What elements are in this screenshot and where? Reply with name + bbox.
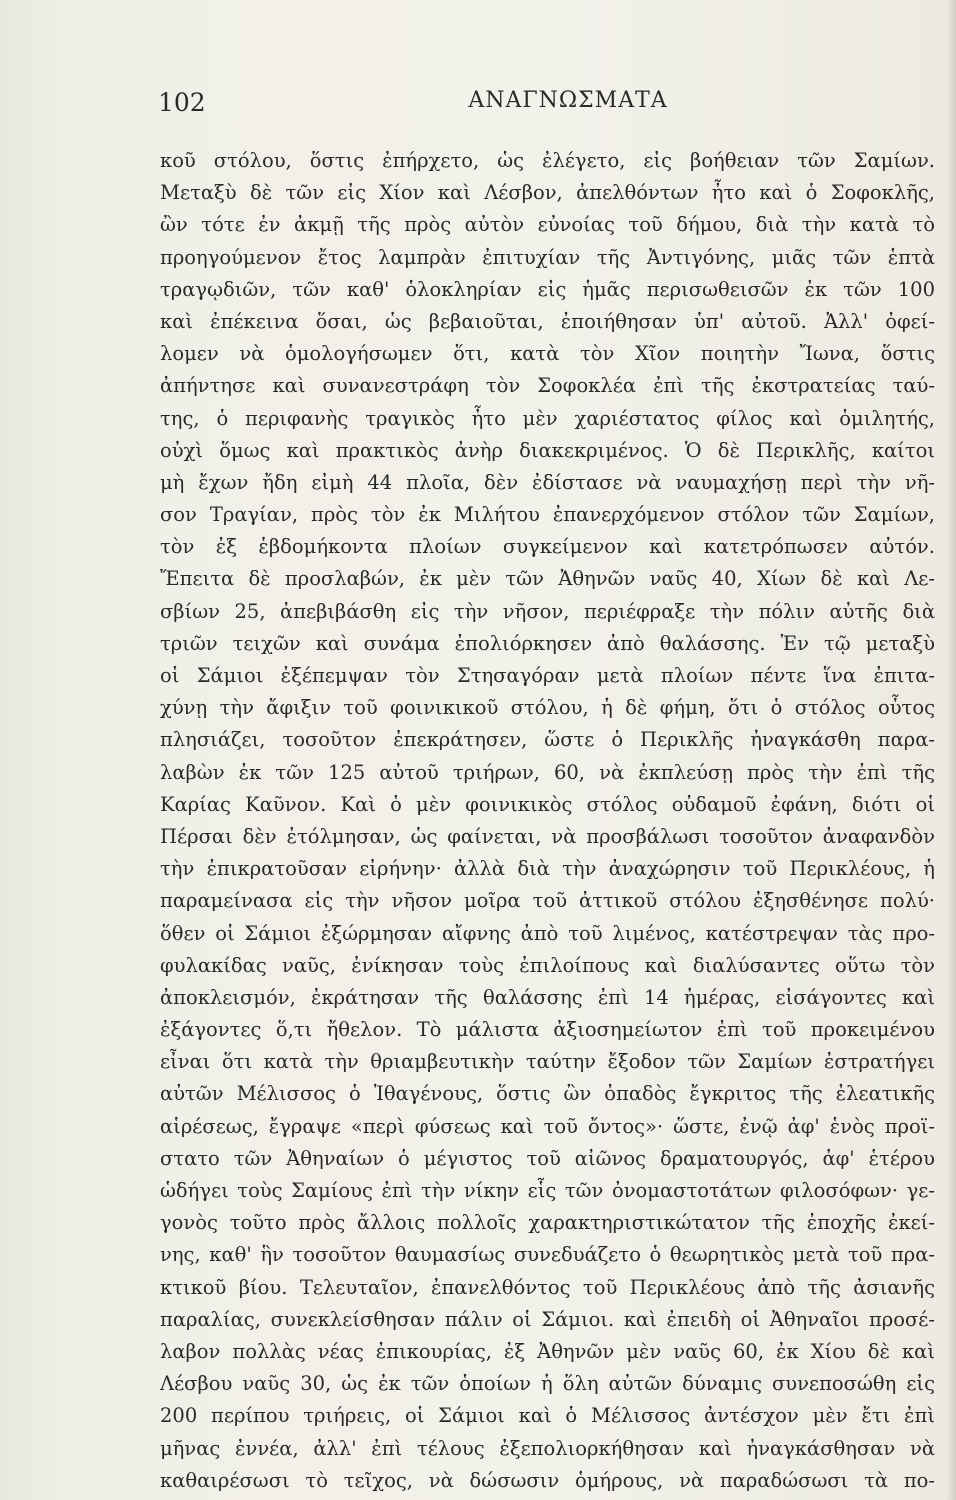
page-number: 102 — [158, 88, 206, 117]
text-line: παραμείνασα εἰς τὴν νῆσον μοῖρα τοῦ ἀττικοῦ στόλου ἐξησθένησε πολύ· — [160, 889, 935, 913]
page-header — [158, 88, 938, 124]
text-line: οὐχὶ ὅμως καὶ πρακτικὸς ἀνὴρ διακεκριμένος. Ὁ δὲ Περικλῆς, καίτοι — [160, 438, 935, 462]
text-line: τριῶν τειχῶν καὶ συνάμα ἐπολιόρκησεν ἀπὸ θαλάσσης. Ἐν τῷ μεταξὺ — [160, 631, 935, 655]
text-line: της, ὁ περιφανὴς τραγικὸς ἦτο μὲν χαριέστατος φίλος καὶ ὁμιλητής, — [160, 406, 935, 430]
text-line: μῆνας ἐννέα, ἀλλ' ἐπὶ τέλους ἐξεπολιορκήθησαν καὶ ἠναγκάσθησαν νὰ — [160, 1436, 935, 1460]
text-line: 200 περίπου τριήρεις, οἱ Σάμιοι καὶ ὁ Μέλισσος ἀντέσχον μὲν ἔτι ἐπὶ — [160, 1404, 935, 1428]
text-line: στατο τῶν Ἀθηναίων ὁ μέγιστος τοῦ αἰῶνος δραματουργός, ἀφ' ἑτέρου — [160, 1146, 935, 1170]
text-line: παραλίας, συνεκλείσθησαν πάλιν οἱ Σάμιοι. καὶ ἐπειδὴ οἱ Ἀθηναῖοι προσέ- — [160, 1307, 935, 1331]
text-line: φυλακίδας ναῦς, ἐνίκησαν τοὺς ἐπιλοίπους καὶ διαλύσαντες οὕτω τὸν — [160, 953, 935, 977]
text-line: οἱ Σάμιοι ἐξέπεμψαν τὸν Στησαγόραν μετὰ πλοίων πέντε ἵνα ἐπιτα- — [160, 664, 935, 687]
text-line: ὢν τότε ἐν ἀκμῇ τῆς πρὸς αὐτὸν εὐνοίας τοῦ δήμου, διὰ τὴν κατὰ τὸ — [160, 213, 935, 237]
text-line: σβίων 25, ἀπεβιβάσθη εἰς τὴν νῆσον, περιέφραξε τὴν πόλιν αὐτῆς διὰ — [160, 599, 935, 623]
text-line: Μεταξὺ δὲ τῶν εἰς Χίον καὶ Λέσβον, ἀπελθόντων ἦτο καὶ ὁ Σοφοκλῆς, — [160, 181, 935, 205]
text-line: καθαιρέσωσι τὸ τεῖχος, νὰ δώσωσιν ὁμήρους, νὰ παραδώσωσι τὰ πο- — [160, 1468, 935, 1492]
text-line: Καρίας Καῦνον. Καὶ ὁ μὲν φοινικικὸς στόλος οὐδαμοῦ ἐφάνη, διότι οἱ — [160, 792, 935, 816]
text-line: Ἔπειτα δὲ προσλαβών, ἐκ μὲν τῶν Ἀθηνῶν ναῦς 40, Χίων δὲ καὶ Λε- — [160, 567, 935, 591]
text-line: ὡδήγει τοὺς Σαμίους ἐπὶ τὴν νίκην εἷς τῶν ὀνομαστοτάτων φιλοσόφων· γε- — [160, 1179, 935, 1202]
text-line: λαβὼν ἐκ τῶν 125 αὐτοῦ τριήρων, 60, νὰ ἐκπλεύσῃ πρὸς τὴν ἐπὶ τῆς — [160, 760, 935, 784]
text-line: Πέρσαι δὲν ἐτόλμησαν, ὡς φαίνεται, νὰ προσβάλωσι τοσοῦτον ἀναφανδὸν — [160, 824, 935, 848]
text-line: ἐξάγοντες ὅ,τι ἤθελον. Τὸ μάλιστα ἀξιοσημείωτον ἐπὶ τοῦ προκειμένου — [160, 1018, 935, 1042]
text-line: προηγούμενον ἔτος λαμπρὰν ἐπιτυχίαν τῆς Ἀντιγόνης, μιᾶς τῶν ἑπτὰ — [160, 245, 935, 269]
text-line: τραγῳδιῶν, τῶν καθ' ὁλοκληρίαν εἰς ἡμᾶς περισωθεισῶν ἐκ τῶν 100 — [160, 277, 935, 301]
text-line: ἀπήντησε καὶ συνανεστράφη τὸν Σοφοκλέα ἐπὶ τῆς ἐκστρατείας ταύ- — [160, 374, 935, 398]
text-line: λαβον πολλὰς νέας ἐπικουρίας, ἐξ Ἀθηνῶν μὲν ναῦς 60, ἐκ Χίου δὲ καὶ — [160, 1339, 935, 1363]
text-line: ὅθεν οἱ Σάμιοι ἐξώρμησαν αἴφνης ἀπὸ τοῦ λιμένος, κατέστρεψαν τὰς προ- — [160, 921, 935, 945]
text-line: Λέσβου ναῦς 30, ὡς ἐκ τῶν ὁποίων ἡ ὅλη αὐτῶν δύναμις συνεποσώθη εἰς — [160, 1372, 935, 1396]
body-text — [160, 145, 935, 1497]
text-line: κτικοῦ βίου. Τελευταῖον, ἐπανελθόντος τοῦ Περικλέους ἀπὸ τῆς ἀσιανῆς — [160, 1275, 935, 1299]
text-line: τὸν ἐξ ἑβδομήκοντα πλοίων συγκείμενον καὶ κατετρόπωσεν αὐτόν. — [160, 535, 935, 559]
text-line: σον Τραγίαν, πρὸς τὸν ἐκ Μιλήτου ἐπανερχόμενον στόλον τῶν Σαμίων, — [160, 503, 935, 527]
running-head: ΑΝΑΓΝΩΣΜΑΤΑ — [468, 88, 668, 113]
text-line: λομεν νὰ ὁμολογήσωμεν ὅτι, κατὰ τὸν Χῖον ποιητὴν Ἴωνα, ὅστις — [160, 342, 935, 366]
text-line: μὴ ἔχων ἤδη εἰμὴ 44 πλοῖα, δὲν ἐδίστασε νὰ ναυμαχήσῃ περὶ τὴν νῆ- — [160, 470, 935, 494]
text-line: κοῦ στόλου, ὅστις ἐπήρχετο, ὡς ἐλέγετο, εἰς βοήθειαν τῶν Σαμίων. — [160, 149, 935, 172]
text-line: ἀποκλεισμόν, ἐκράτησαν τῆς θαλάσσης ἐπὶ 14 ἡμέρας, εἰσάγοντες καὶ — [160, 985, 935, 1009]
text-line: πλησιάζει, τοσοῦτον ἐπεκράτησεν, ὥστε ὁ Περικλῆς ἠναγκάσθη παρα- — [160, 728, 935, 752]
text-line: γονὸς τοῦτο πρὸς ἄλλοις πολλοῖς χαρακτηριστικώτατον τῆς ἐποχῆς ἐκεί- — [160, 1211, 935, 1235]
text-line: εἶναι ὅτι κατὰ τὴν θριαμβευτικὴν ταύτην ἔξοδον τῶν Σαμίων ἐστρατήγει — [160, 1050, 935, 1074]
text-line: καὶ ἐπέκεινα ὅσαι, ὡς βεβαιοῦται, ἐποιήθησαν ὑπ' αὐτοῦ. Ἀλλ' ὀφεί- — [160, 309, 935, 333]
text-line: χύνῃ τὴν ἄφιξιν τοῦ φοινικικοῦ στόλου, ἡ δὲ φήμη, ὅτι ὁ στόλος οὗτος — [160, 696, 935, 720]
text-line: αὐτῶν Μέλισσος ὁ Ἰθαγένους, ὅστις ὢν ὀπαδὸς ἔγκριτος τῆς ἐλεατικῆς — [160, 1082, 935, 1106]
text-line: αἱρέσεως, ἔγραψε «περὶ φύσεως καὶ τοῦ ὄντος»· ὥστε, ἐνῷ ἀφ' ἑνὸς προϊ- — [160, 1114, 935, 1138]
page-edge-shadow — [946, 0, 956, 1500]
text-line: νης, καθ' ἣν τοσοῦτον θαυμασίως συνεδυάζετο ὁ θεωρητικὸς μετὰ τοῦ πρα- — [160, 1243, 935, 1267]
text-line: τὴν ἐπικρατοῦσαν εἰρήνην· ἀλλὰ διὰ τὴν ἀναχώρησιν τοῦ Περικλέους, ἡ — [160, 857, 935, 881]
